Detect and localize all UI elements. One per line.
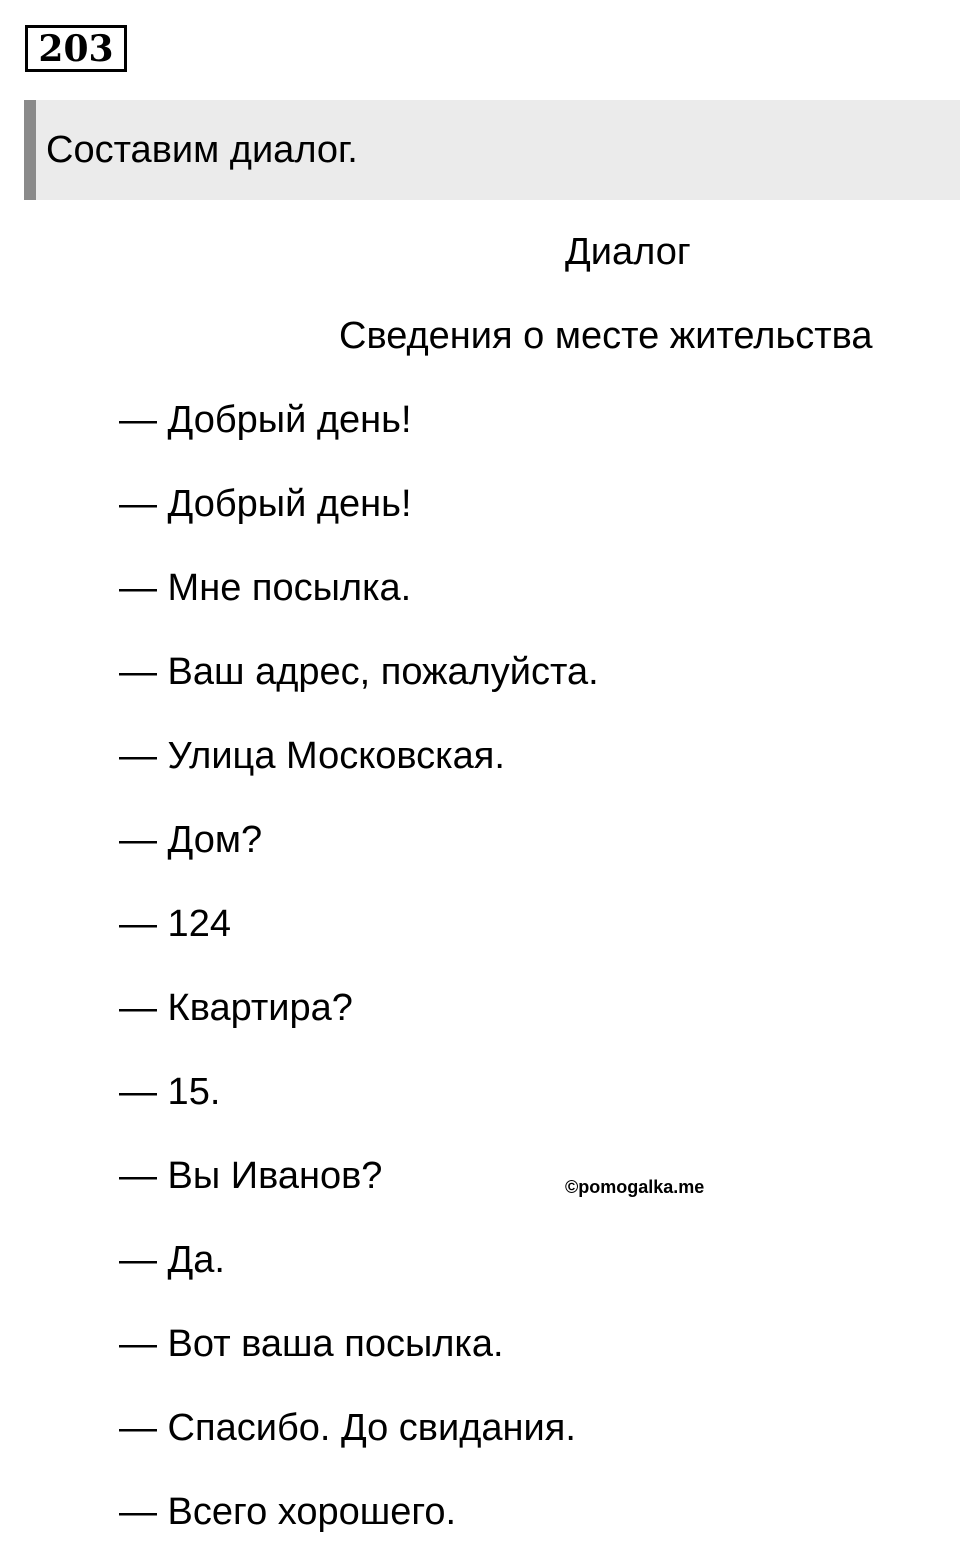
- dialog-line: — Улица Московская.: [119, 735, 505, 777]
- dialog-subtitle: Сведения о месте жительства: [339, 315, 873, 357]
- watermark: ©pomogalka.me: [565, 1177, 705, 1197]
- dialog-line: — 124: [119, 903, 231, 945]
- dialog-line: — Вот ваша посылка.: [119, 1323, 504, 1365]
- dialog-line: — Вы Иванов?: [119, 1155, 383, 1197]
- dialog-line: — Всего хорошего.: [119, 1491, 457, 1533]
- dialog-line: — Дом?: [119, 819, 263, 861]
- dialog-line: — Спасибо. До свидания.: [119, 1407, 576, 1449]
- dialog-line: — Да.: [119, 1239, 225, 1281]
- dialog-line: — Квартира?: [119, 987, 353, 1029]
- exercise-number-text: 203: [38, 27, 114, 70]
- dialog-line: — Добрый день!: [119, 483, 412, 525]
- task-text: Составим диалог.: [46, 129, 358, 171]
- dialog-line: — Мне посылка.: [119, 567, 412, 609]
- dialog-line: — Добрый день!: [119, 399, 412, 441]
- dialog-line: — Ваш адрес, пожалуйста.: [119, 651, 599, 693]
- dialog-title: Диалог: [565, 231, 691, 273]
- task-box: [24, 100, 960, 200]
- exercise-number: [25, 25, 127, 72]
- dialog-line: — 15.: [119, 1071, 221, 1113]
